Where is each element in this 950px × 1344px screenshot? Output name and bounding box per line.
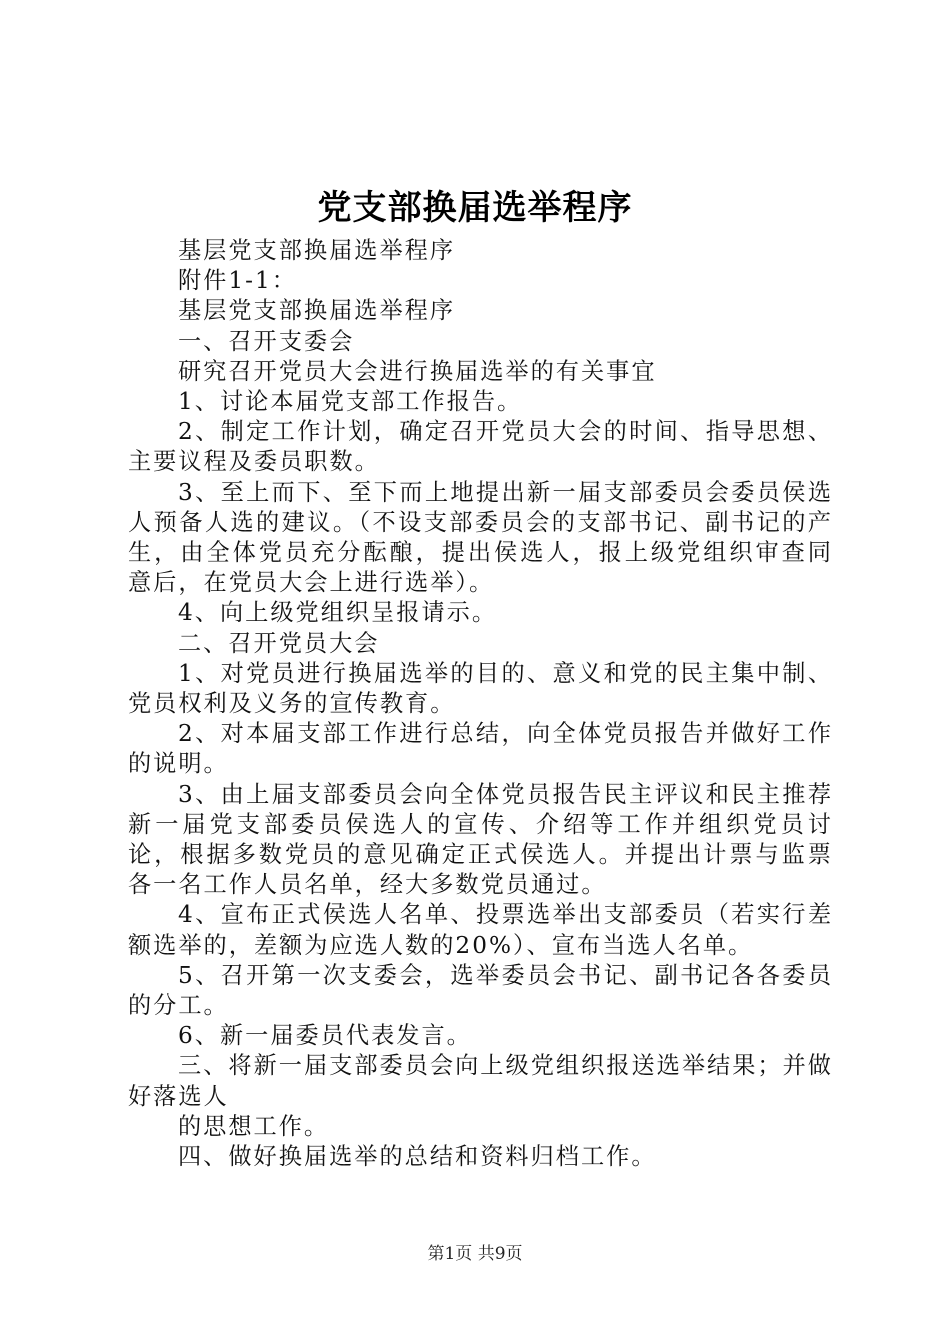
section-heading: 四、做好换届选举的总结和资料归档工作。 bbox=[178, 1143, 657, 1171]
paragraph: 的思想工作。 bbox=[178, 1112, 330, 1140]
document-title: 党支部换届选举程序 bbox=[317, 188, 633, 228]
list-item: 2、对本届支部工作进行总结，向全体党员报告并做好工作的说明。 bbox=[128, 720, 833, 778]
list-item: 6、新一届委员代表发言。 bbox=[178, 1022, 472, 1050]
list-item: 4、宣布正式侯选人名单、投票选举出支部委员（若实行差额选举的，差额为应选人数的20%）、宣布当选人名单。 bbox=[128, 901, 833, 959]
list-item: 4、向上级党组织呈报请示。 bbox=[178, 599, 498, 627]
paragraph: 附件1-1： bbox=[178, 267, 297, 295]
paragraph: 基层党支部换届选举程序 bbox=[178, 237, 456, 264]
section-heading: 一、召开支委会 bbox=[178, 327, 355, 355]
list-item: 3、由上届支部委员会向全体党员报告民主评议和民主推荐新一届党支部委员侯选人的宣传、介绍等工作并组织党员讨论，根据多数党员的意见确定正式侯选人。并提出计票与监票各一名工作人员名单，经大多数党员通过。 bbox=[128, 780, 833, 899]
list-item: 1、讨论本届党支部工作报告。 bbox=[178, 388, 523, 416]
section-heading: 二、召开党员大会 bbox=[178, 629, 380, 657]
section-heading: 三、将新一届支部委员会向上级党组织报送选举结果；并做好落选人 bbox=[128, 1052, 833, 1110]
list-item: 1、对党员进行换届选举的目的、意义和党的民主集中制、党员权利及义务的宣传教育。 bbox=[128, 659, 833, 718]
list-item: 5、召开第一次支委会，选举委员会书记、副书记各各委员的分工。 bbox=[128, 961, 833, 1020]
paragraph: 研究召开党员大会进行换届选举的有关事宜 bbox=[178, 357, 657, 385]
document-body bbox=[128, 236, 833, 1172]
list-item: 2、制定工作计划，确定召开党员大会的时间、指导思想、主要议程及委员职数。 bbox=[128, 418, 833, 476]
page-number: 第1页 共9页 bbox=[427, 1244, 523, 1264]
list-item: 3、至上而下、至下而上地提出新一届支部委员会委员侯选人预备人选的建议。（不设支部委员会的支部书记、副书记的产生，由全体党员充分酝酿，提出侯选人，报上级党组织审查同意后，在党员大会上进行选举）。 bbox=[128, 478, 833, 597]
paragraph: 基层党支部换届选举程序 bbox=[178, 297, 456, 325]
